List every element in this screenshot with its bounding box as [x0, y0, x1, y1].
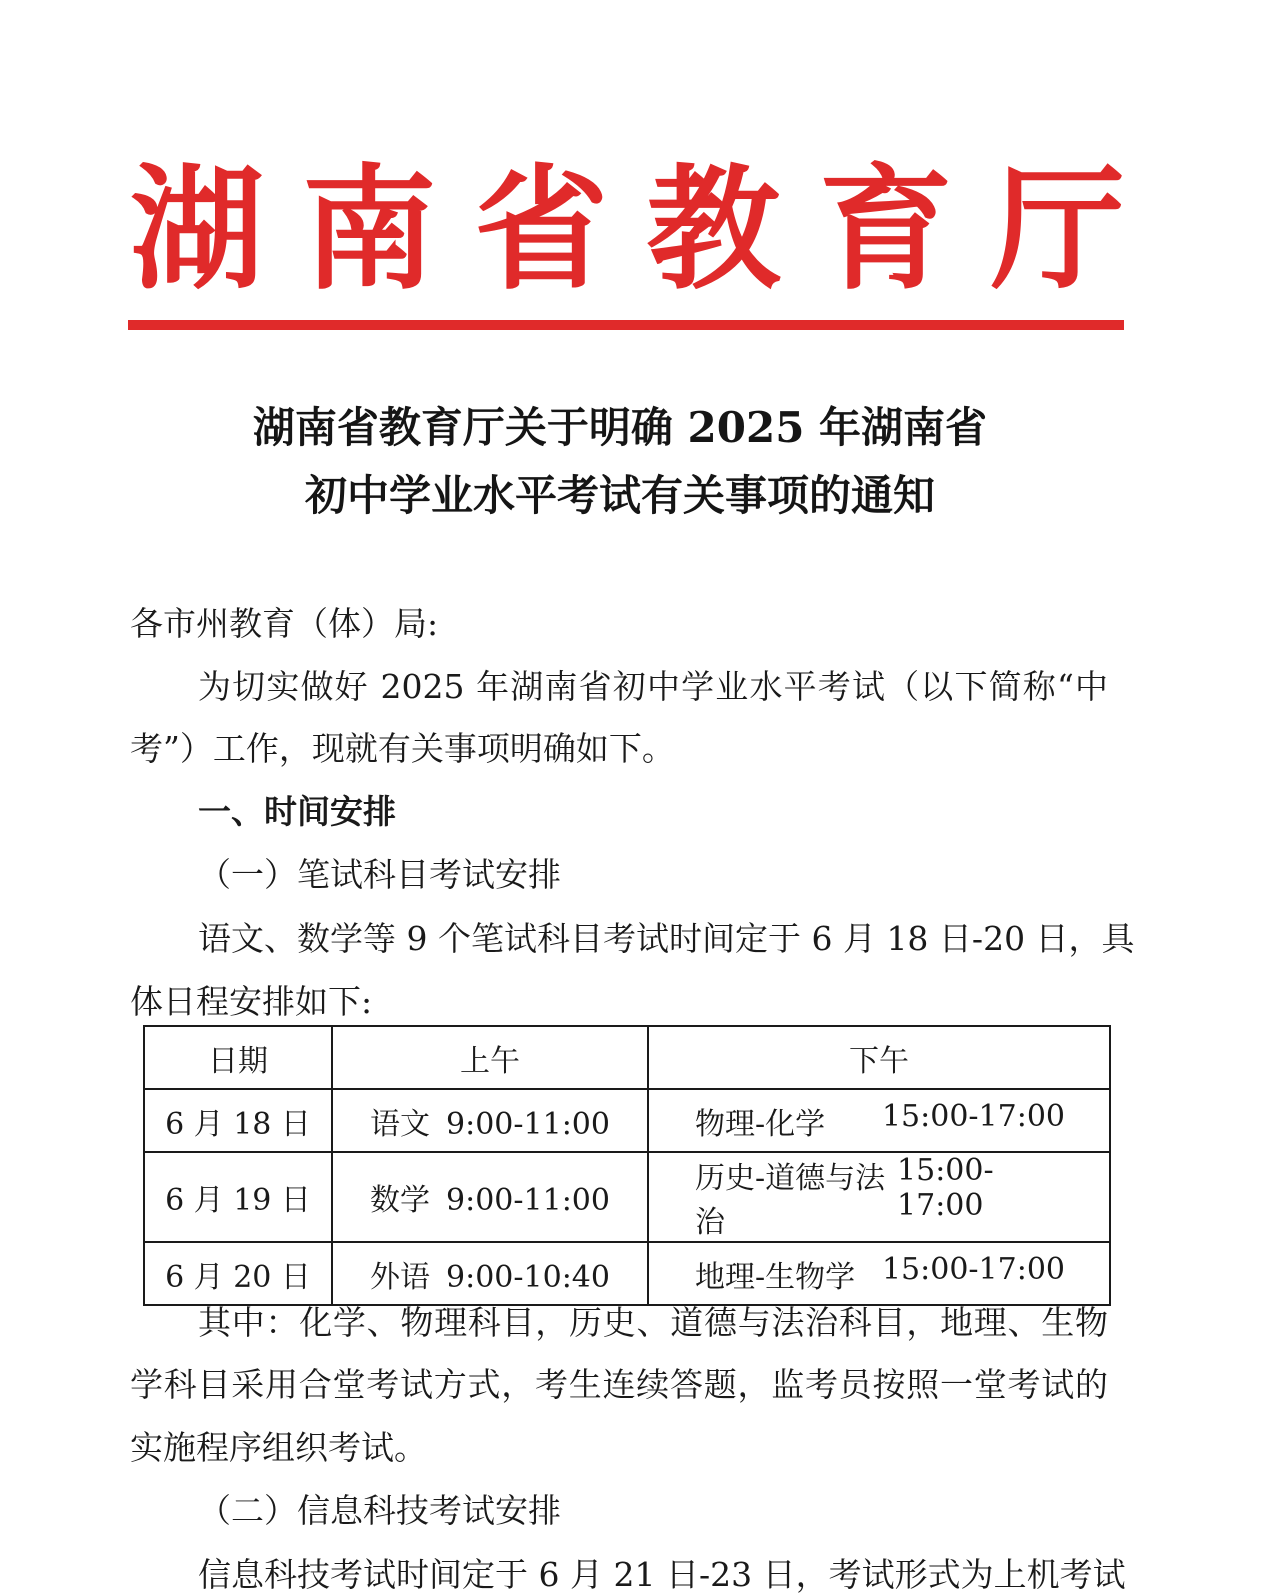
afternoon-time: 15:00-17:00	[881, 1251, 1065, 1287]
section-1-heading: 一、时间安排	[198, 792, 396, 831]
cell-morning	[332, 1089, 648, 1152]
note-line-2: 学科目采用合堂考试方式，考生连续答题，监考员按照一堂考试的	[130, 1365, 1108, 1404]
cell-date: 6 月 20 日	[144, 1242, 332, 1305]
afternoon-subject: 历史-道德与法治	[695, 1161, 886, 1240]
header-morning: 上午	[332, 1026, 648, 1089]
document-title-line-2: 初中学业水平考试有关事项的通知	[304, 471, 935, 520]
morning-time: 9:00-11:00	[446, 1106, 610, 1142]
cell-date: 6 月 18 日	[144, 1089, 332, 1152]
letterhead-char: 南	[302, 152, 437, 308]
note-line-3: 实施程序组织考试。	[130, 1428, 427, 1467]
morning-time: 9:00-11:00	[446, 1183, 610, 1218]
cell-morning	[332, 1242, 648, 1305]
written-exam-line-1: 语文、数学等 9 个笔试科目考试时间定于 6 月 18 日-20 日，具	[198, 919, 1135, 958]
letterhead-char: 省	[474, 152, 609, 308]
cell-afternoon	[648, 1242, 1110, 1305]
intro-line-1: 为切实做好 2025 年湖南省初中学业水平考试（以下简称“中	[198, 667, 1108, 706]
written-exam-line-2: 体日程安排如下:	[130, 982, 373, 1021]
subsection-2-heading: （二）信息科技考试安排	[198, 1491, 561, 1530]
table-row	[144, 1242, 1110, 1305]
letterhead-char: 厅	[990, 152, 1125, 308]
subsection-1-heading: （一）笔试科目考试安排	[198, 855, 561, 894]
header-date: 日期	[144, 1026, 332, 1089]
afternoon-time: 15:00-17:00	[881, 1098, 1065, 1134]
letterhead	[130, 150, 1125, 310]
letterhead-char: 育	[818, 152, 953, 308]
salutation: 各市州教育（体）局:	[130, 604, 439, 643]
morning-subject: 数学	[370, 1183, 431, 1218]
cell-date: 6 月 19 日	[144, 1152, 332, 1242]
letterhead-divider	[128, 320, 1124, 330]
afternoon-time: 15:00-17:00	[897, 1153, 994, 1223]
morning-subject: 语文	[370, 1106, 431, 1142]
letterhead-char: 教	[646, 152, 781, 308]
letterhead-char: 湖	[130, 152, 265, 308]
table-header-row	[144, 1026, 1110, 1089]
afternoon-subject: 物理-化学	[695, 1106, 826, 1142]
header-afternoon: 下午	[648, 1026, 1110, 1089]
exam-schedule-table	[143, 1025, 1111, 1306]
partial-line: 信息科技考试时间定于 6 月 21 日-23 日，考试形式为上机考试	[198, 1555, 1126, 1594]
morning-subject: 外语	[370, 1259, 431, 1295]
intro-line-2: 考”）工作，现就有关事项明确如下。	[130, 729, 675, 768]
afternoon-subject: 地理-生物学	[695, 1259, 856, 1295]
cell-afternoon	[648, 1089, 1110, 1152]
table-row	[144, 1152, 1110, 1242]
morning-time: 9:00-10:40	[446, 1259, 610, 1295]
note-line-1: 其中：化学、物理科目，历史、道德与法治科目，地理、生物	[198, 1303, 1108, 1342]
cell-morning	[332, 1152, 648, 1242]
table-row	[144, 1089, 1110, 1152]
document-title-line-1: 湖南省教育厅关于明确 2025 年湖南省	[252, 403, 988, 452]
cell-afternoon	[648, 1152, 1110, 1242]
